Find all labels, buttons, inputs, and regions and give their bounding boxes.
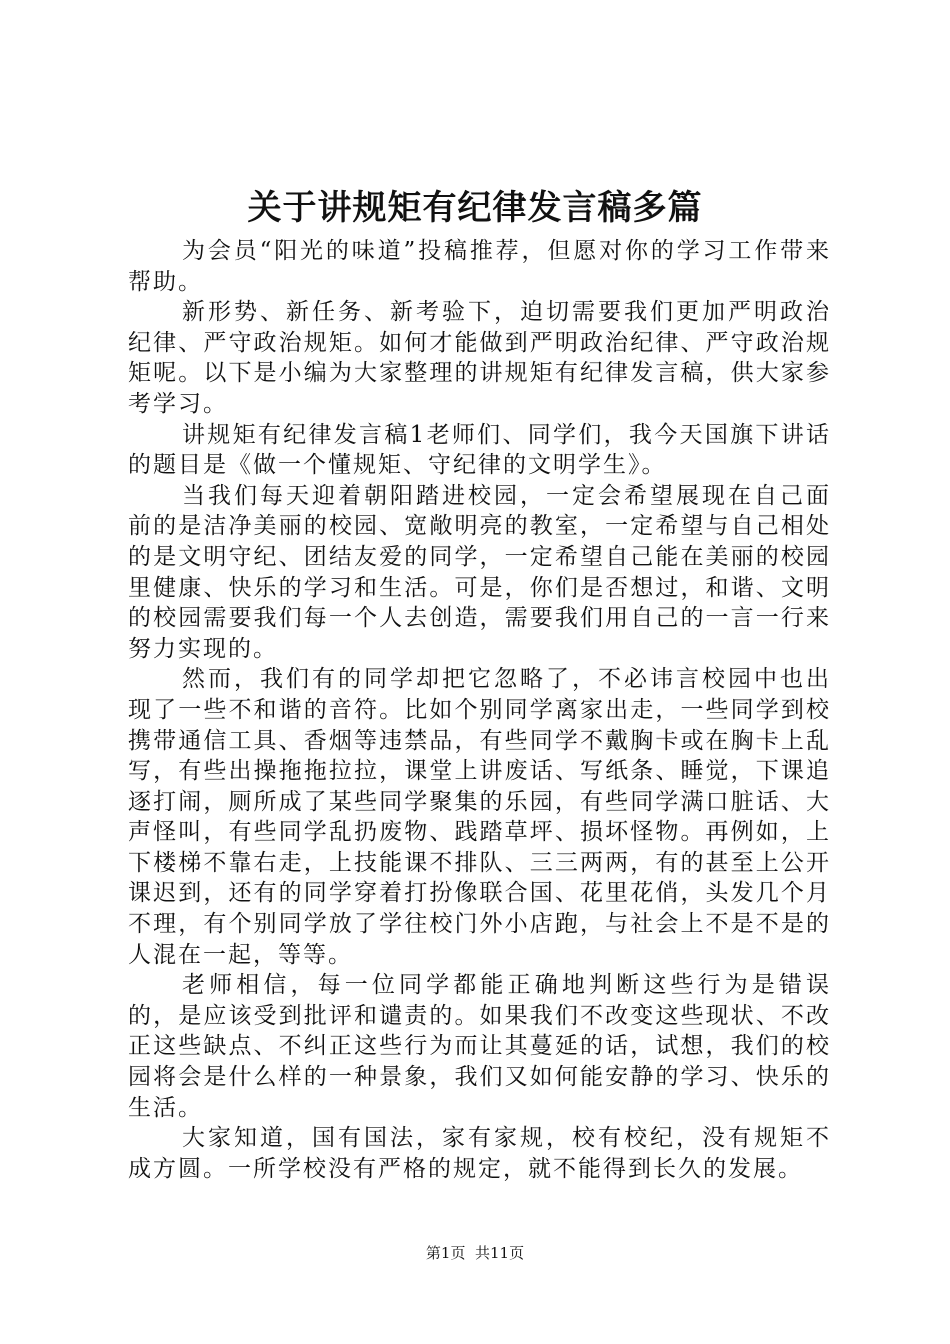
paragraph-6: 老师相信，每一位同学都能正确地判断这些行为是错误的，是应该受到批评和谴责的。如果我们不改变这些现状、不改正这些缺点、不纠正这些行为而让其蔓延的话，试想，我们的校园将会是什么样的一种景象，我们又如何能安静的学习、快乐的生活。 [128,972,831,1121]
paragraph-7: 大家知道，国有国法，家有家规，校有校纪，没有规矩不成方圆。一所学校没有严格的规定，就不能得到长久的发展。 [128,1125,831,1182]
paragraph-2: 新形势、新任务、新考验下，迫切需要我们更加严明政治纪律、严守政治规矩。如何才能做到严明政治纪律、严守政治规矩呢。以下是小编为大家整理的讲规矩有纪律发言稿，供大家参考学习。 [128,299,831,417]
paragraph-5: 然而，我们有的同学却把它忽略了，不必讳言校园中也出现了一些不和谐的音符。比如个别同学离家出走，一些同学到校携带通信工具、香烟等违禁品，有些同学不戴胸卡或在胸卡上乱写，有些出操拖拖拉拉，课堂上讲废话、写纸条、睡觉，下课追逐打闹，厕所成了某些同学聚集的乐园，有些同学满口脏话、大声怪叫，有些同学乱扔废物、践踏草坪、损坏怪物。再例如，上下楼梯不靠右走，上技能课不排队、三三两两，有的甚至上公开课迟到，还有的同学穿着打扮像联合国、花里花俏，头发几个月不理，有个别同学放了学往校门外小店跑，与社会上不是不是的人混在一起，等等。 [128,666,831,968]
page-number-footer: 第1页 共11页 [425,1244,525,1262]
paragraph-1: 为会员“阳光的味道”投稿推荐，但愿对你的学习工作带来帮助。 [128,238,831,295]
paragraph-4: 当我们每天迎着朝阳踏进校园，一定会希望展现在自己面前的是洁净美丽的校园、宽敞明亮的教室，一定希望与自己相处的是文明守纪、团结友爱的同学，一定希望自己能在美丽的校园里健康、快乐的学习和生活。可是，你们是否想过，和谐、文明的校园需要我们每一个人去创造，需要我们用自己的一言一行来努力实现的。 [128,482,831,662]
paragraph-3: 讲规矩有纪律发言稿1老师们、同学们，我今天国旗下讲话的题目是《做一个懂规矩、守纪律的文明学生》。 [128,421,831,479]
document-title: 关于讲规矩有纪律发言稿多篇 [247,188,703,228]
document-body [128,236,831,1184]
